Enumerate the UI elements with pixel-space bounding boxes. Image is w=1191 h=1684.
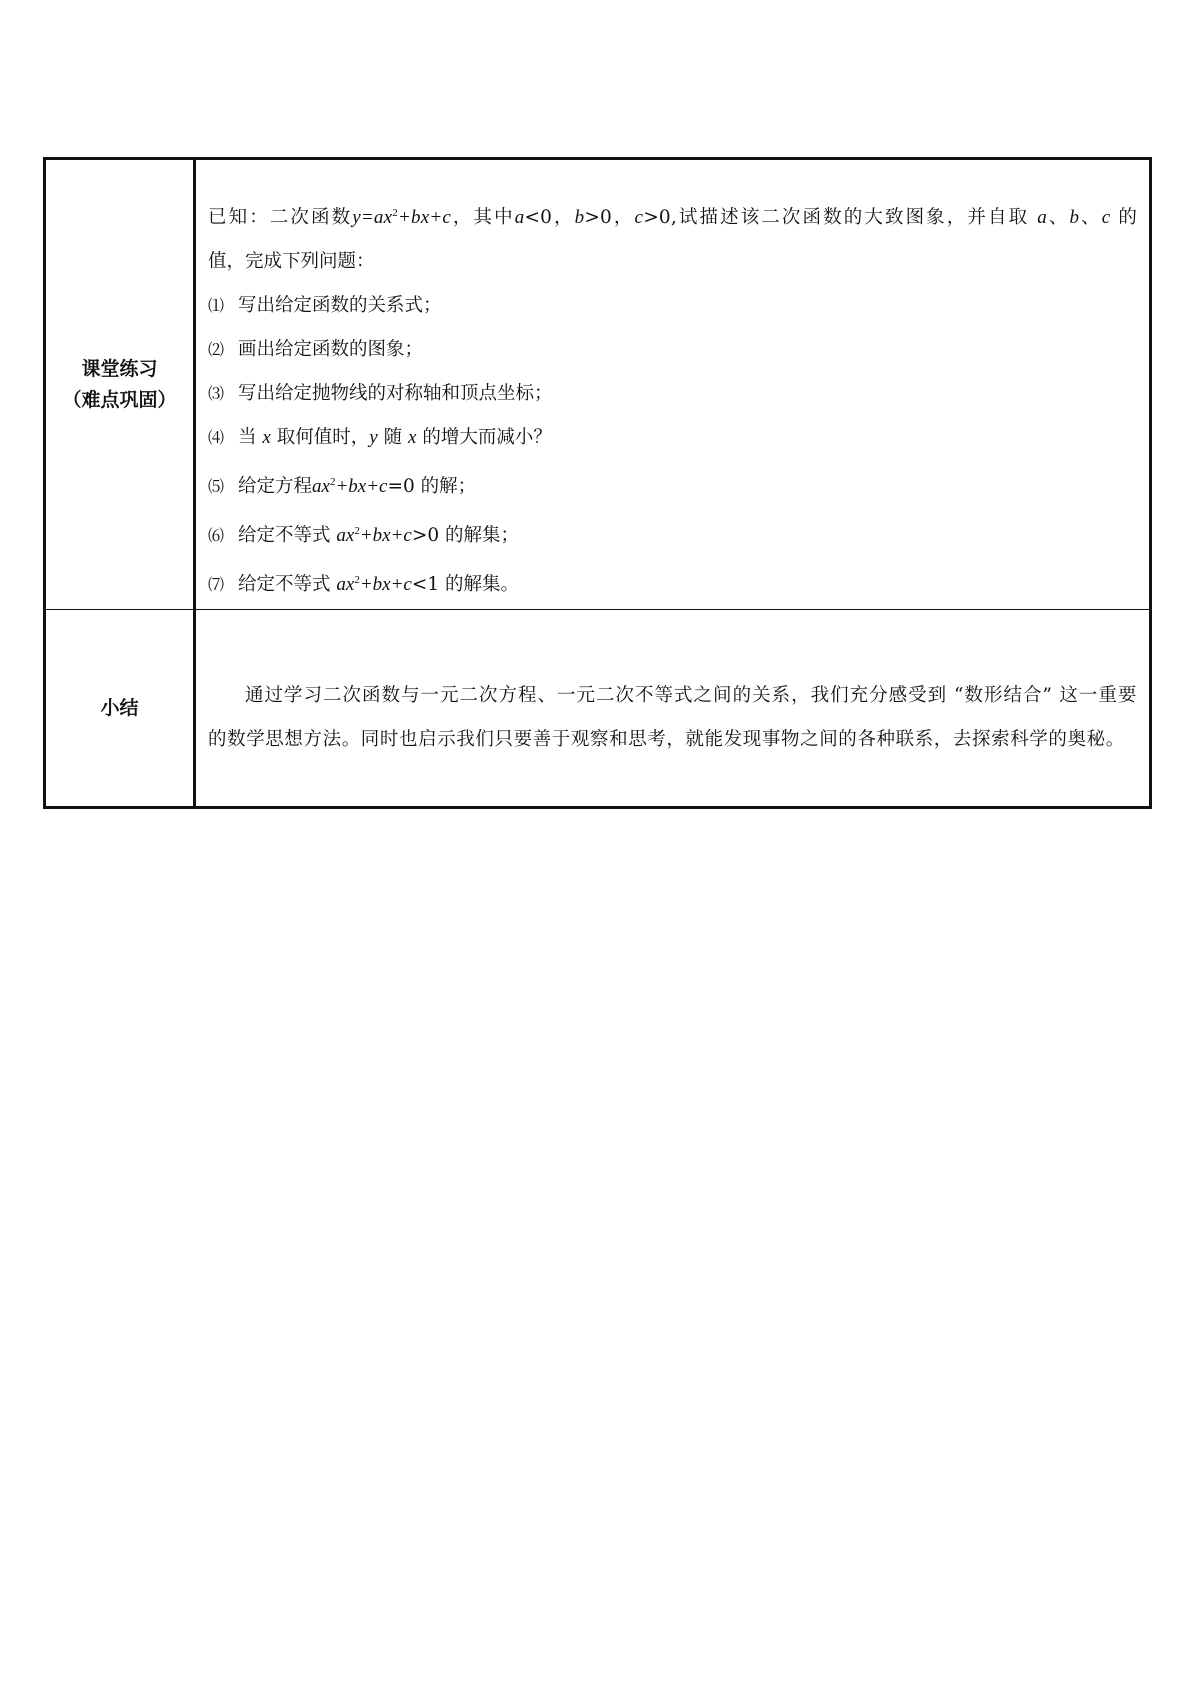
question-text: 的增大而减小？ <box>422 426 552 448</box>
var-y: y <box>369 426 378 448</box>
question-text: 写出给定抛物线的对称轴和顶点坐标； <box>238 382 553 404</box>
summary-label-cell <box>45 610 195 808</box>
question-number: ⑸ <box>208 476 225 496</box>
question-item <box>208 372 1137 416</box>
var-x: x <box>262 426 271 448</box>
question-item <box>208 284 1137 328</box>
equation-expression: $ax^2+bx+c$ <box>312 475 388 497</box>
question-text: 写出给定函数的关系式； <box>238 294 442 316</box>
function-expression: $y=ax^2+bx+c$ <box>352 206 451 228</box>
intro-text-3: 试描述该二次函数的大致图象，并自取 <box>676 206 1030 228</box>
var-a: a <box>1037 206 1047 228</box>
question-text: 给定方程 <box>238 475 313 497</box>
summary-paragraph: 通过学习二次函数与一元二次方程、一元二次不等式之间的关系，我们充分感受到 “数形结合” 这一重要的数学思想方法。同时也启示我们只要善于观察和思考，就能发现事物之间的各种联系，去探索科学的奥秘。 <box>208 685 1137 750</box>
question-text: 随 <box>383 426 403 448</box>
condition-a-var: a <box>514 206 525 228</box>
separator: 、 <box>1079 206 1102 228</box>
question-text: <1 的解集。 <box>411 573 520 595</box>
practice-label-cell <box>45 159 195 610</box>
problem-intro-line <box>208 191 1137 240</box>
var-x: x <box>407 426 417 448</box>
summary-label: 小结 <box>100 696 139 719</box>
question-item <box>208 509 1137 558</box>
lesson-table <box>43 157 1152 809</box>
problem-intro-line-2: 值，完成下列问题： <box>208 250 375 272</box>
question-number: ⑴ <box>208 295 225 315</box>
condition-c: >0, <box>643 206 677 228</box>
intro-text-4: 的 <box>1118 206 1138 228</box>
question-number: ⑺ <box>208 574 225 594</box>
inequality-expression: $ax^2+bx+c$ <box>336 573 412 595</box>
question-item <box>208 460 1137 509</box>
condition-b: >0， <box>584 206 635 228</box>
summary-body <box>208 654 1137 762</box>
question-text: =0 的解； <box>387 475 477 497</box>
summary-content-cell <box>195 610 1151 808</box>
separator: 、 <box>1046 206 1070 228</box>
question-item <box>208 328 1137 372</box>
practice-sublabel: （难点巩固） <box>62 388 177 411</box>
question-number: ⑶ <box>208 383 225 403</box>
summary-row <box>45 610 1151 808</box>
question-number: ⑹ <box>208 525 225 545</box>
practice-row <box>45 159 1151 610</box>
question-text: >0 的解集； <box>411 524 520 546</box>
intro-text: 已知：二次函数 <box>208 206 353 228</box>
practice-body <box>208 163 1137 607</box>
inequality-expression: $ax^2+bx+c$ <box>336 524 412 546</box>
intro-text-2: ，其中 <box>450 206 515 228</box>
condition-c-var: c <box>634 206 644 228</box>
question-text: 给定不等式 <box>238 524 331 546</box>
question-number: ⑷ <box>208 427 225 447</box>
question-item <box>208 416 1137 460</box>
practice-label: 课堂练习 <box>81 357 158 380</box>
question-number: ⑵ <box>208 339 225 359</box>
var-b: b <box>1069 206 1080 228</box>
question-text: 取何值时， <box>276 426 370 448</box>
condition-b-var: b <box>574 206 585 228</box>
question-text: 画出给定函数的图象； <box>238 338 424 360</box>
question-item <box>208 558 1137 607</box>
question-text: 给定不等式 <box>238 573 331 595</box>
question-text: 当 <box>238 426 257 448</box>
condition-a: <0， <box>524 206 575 228</box>
practice-content-cell <box>195 159 1151 610</box>
var-c: c <box>1101 206 1111 228</box>
